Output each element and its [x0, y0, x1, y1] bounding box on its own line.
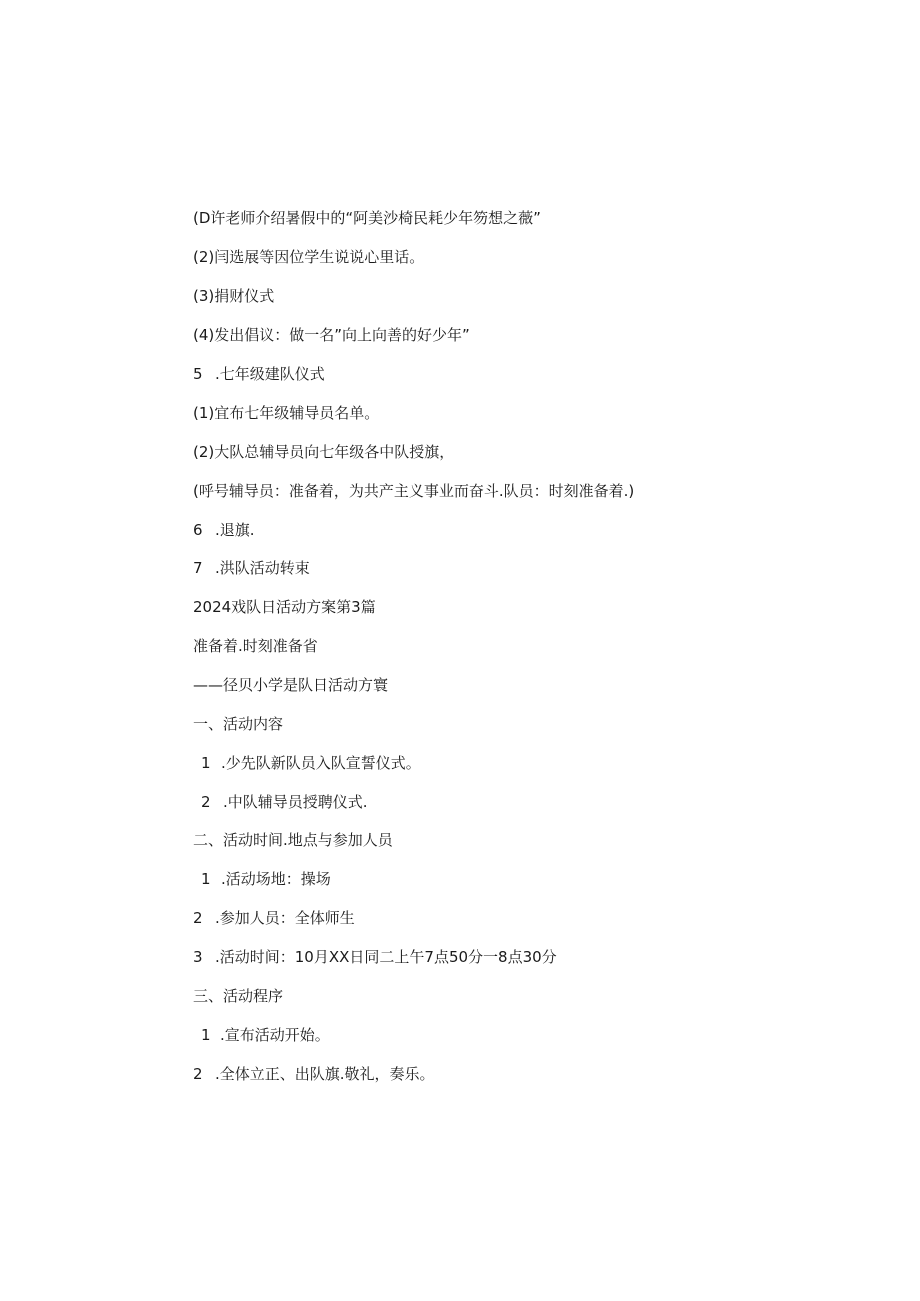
- item-number: 5: [193, 365, 203, 383]
- numbered-line: [193, 519, 255, 541]
- numbered-line: [201, 868, 331, 890]
- section-title: [193, 596, 376, 618]
- item-number: 1: [201, 754, 211, 772]
- line-text: (2)闫选展等因位学生说说心里话。: [193, 248, 425, 266]
- item-number: 2: [193, 909, 203, 927]
- line-text: .七年级建队仪式: [215, 365, 325, 383]
- line-text: (1)宜布七年级辅导员名单。: [193, 404, 380, 422]
- line-text: 二、活动时间.地点与参加人员: [193, 831, 393, 849]
- numbered-line: [193, 557, 310, 579]
- line-text: .活动场地：操场: [221, 870, 331, 888]
- numbered-line: [201, 791, 368, 813]
- section-heading: [193, 829, 393, 851]
- numbered-line: [201, 1024, 330, 1046]
- line-text: 准备着.时刻准备省: [193, 637, 318, 655]
- line-text: .退旗.: [215, 521, 255, 539]
- text-line: [193, 207, 541, 229]
- text-line: [193, 674, 388, 696]
- line-text: ——径贝小学是队日活动方寰: [193, 676, 389, 694]
- line-text: .参加人员：全体师生: [215, 909, 355, 927]
- section-heading: [193, 713, 283, 735]
- line-text: (4)发出倡议：做一名”向上向善的好少年”: [193, 326, 470, 344]
- item-number: 2: [201, 793, 211, 811]
- line-text: 2024戏队日活动方案第3篇: [193, 598, 376, 616]
- line-text: .全体立正、出队旗.敬礼，奏乐。: [215, 1065, 435, 1083]
- line-text: (2)大队总辅导员向七年级各中队授旗，: [193, 443, 455, 461]
- text-line: [193, 635, 318, 657]
- text-line: [193, 246, 424, 268]
- item-number: 3: [193, 948, 203, 966]
- line-text: .活动时间：10月XX日同二上午7点50分一8点30分: [215, 948, 557, 966]
- text-line: [193, 402, 379, 424]
- item-number: 1: [201, 870, 211, 888]
- line-text: 三、活动程序: [193, 987, 284, 1005]
- text-line: [193, 285, 274, 307]
- line-text: .洪队活动转束: [215, 559, 310, 577]
- text-line: [193, 324, 470, 346]
- numbered-line: [193, 946, 557, 968]
- line-text: (呼号辅导员：准备着，为共产主义事业而奋斗.队员：时刻准备着.): [193, 482, 635, 500]
- line-text: .少先队新队员入队宣誓仪式。: [221, 754, 421, 772]
- numbered-line: [201, 752, 421, 774]
- item-number: 2: [193, 1065, 203, 1083]
- line-text: (D许老师介绍暑假中的“阿美沙椅民耗少年笏想之薇”: [193, 209, 541, 227]
- section-heading: [193, 985, 283, 1007]
- line-text: .中队辅导员授聘仪式.: [223, 793, 368, 811]
- line-text: (3)捐财仪式: [193, 287, 275, 305]
- numbered-line: [193, 1063, 435, 1085]
- item-number: 7: [193, 559, 203, 577]
- line-text: 一、活动内容: [193, 715, 284, 733]
- numbered-line: [193, 907, 355, 929]
- text-line: [193, 480, 634, 502]
- line-text: .宣布活动开始。: [220, 1026, 330, 1044]
- text-line: [193, 441, 454, 463]
- numbered-line: [193, 363, 325, 385]
- item-number: 1: [201, 1026, 211, 1044]
- item-number: 6: [193, 521, 203, 539]
